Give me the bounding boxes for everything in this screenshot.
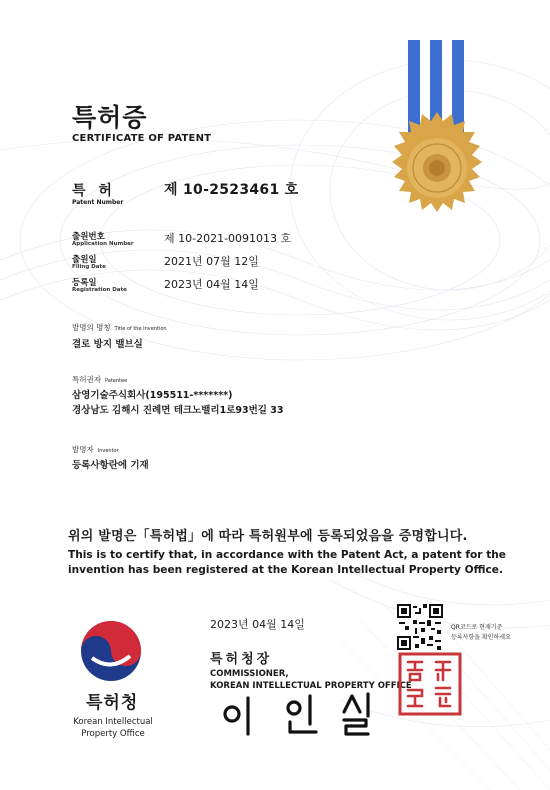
qr-note-line1: QR코드로 현재기준 <box>451 624 503 631</box>
invention-title-value: 결로 방지 밸브실 <box>72 339 143 350</box>
commissioner-signature <box>218 690 388 740</box>
qr-code <box>397 604 443 650</box>
patentee-label: 특허권자 Patentee <box>72 375 128 384</box>
filing-date-label: 출원일 <box>72 255 97 265</box>
certification-text-en <box>68 548 506 578</box>
gold-seal-medal <box>380 40 500 220</box>
kipo-logo <box>80 620 142 682</box>
inventor-label: 발명자 Inventor <box>72 445 119 454</box>
registration-date-label: 등록일 <box>72 278 97 288</box>
patentee-address: 경상남도 김해시 진례면 테크노밸리1로93번길 33 <box>72 405 284 416</box>
application-number-value: 제 10-2021-0091013 호 <box>164 232 292 245</box>
issue-date: 2023년 04월 14일 <box>210 618 305 631</box>
invention-title-label: 발명의 명칭 Title of the Invention <box>72 323 167 332</box>
organization-name-en-line2: Property Office <box>81 729 145 739</box>
organization-name-ko: 특허청 <box>86 693 139 713</box>
commissioner-title-ko: 특허청장 <box>210 652 273 667</box>
registration-date-label-en: Registration Date <box>72 287 127 293</box>
commissioner-title-en-line1: COMMISSIONER, <box>210 669 289 679</box>
registration-date-value: 2023년 04월 14일 <box>164 278 259 291</box>
commissioner-title-en <box>210 668 412 692</box>
official-seal-stamp <box>398 652 462 716</box>
organization-name-en <box>68 716 158 740</box>
certificate-title-en: CERTIFICATE OF PATENT <box>72 133 212 144</box>
organization-name-en-line1: Korean Intellectual <box>73 717 153 727</box>
filing-date-label-en: Filing Date <box>72 264 106 270</box>
application-number-label-en: Application Number <box>72 241 134 247</box>
certificate-title-ko: 특허증 <box>72 103 148 132</box>
application-number-label: 출원번호 <box>72 232 105 242</box>
inventor-value: 등록사항란에 기재 <box>72 460 149 471</box>
commissioner-title-en-line2: KOREAN INTELLECTUAL PROPERTY OFFICE <box>210 681 412 691</box>
patent-number-label-en: Patent Number <box>72 199 124 206</box>
patent-number-label: 특 허 <box>72 183 116 199</box>
filing-date-value: 2021년 07월 12일 <box>164 255 259 268</box>
patentee-name: 삼영기술주식회사(195511-*******) <box>72 390 233 401</box>
qr-note-line2: 등록사항을 확인하세요 <box>451 634 511 641</box>
qr-note <box>451 623 511 643</box>
certification-text-en-line1: This is to certify that, in accordance with the Patent Act, a patent for the <box>68 549 506 561</box>
patent-number-value: 제 10-2523461 호 <box>164 182 299 198</box>
certification-text-en-line2: invention has been registered at the Korean Intellectual Property Office. <box>68 564 503 576</box>
certification-text-ko: 위의 발명은「특허법」에 따라 특허원부에 등록되었음을 증명합니다. <box>68 529 468 544</box>
